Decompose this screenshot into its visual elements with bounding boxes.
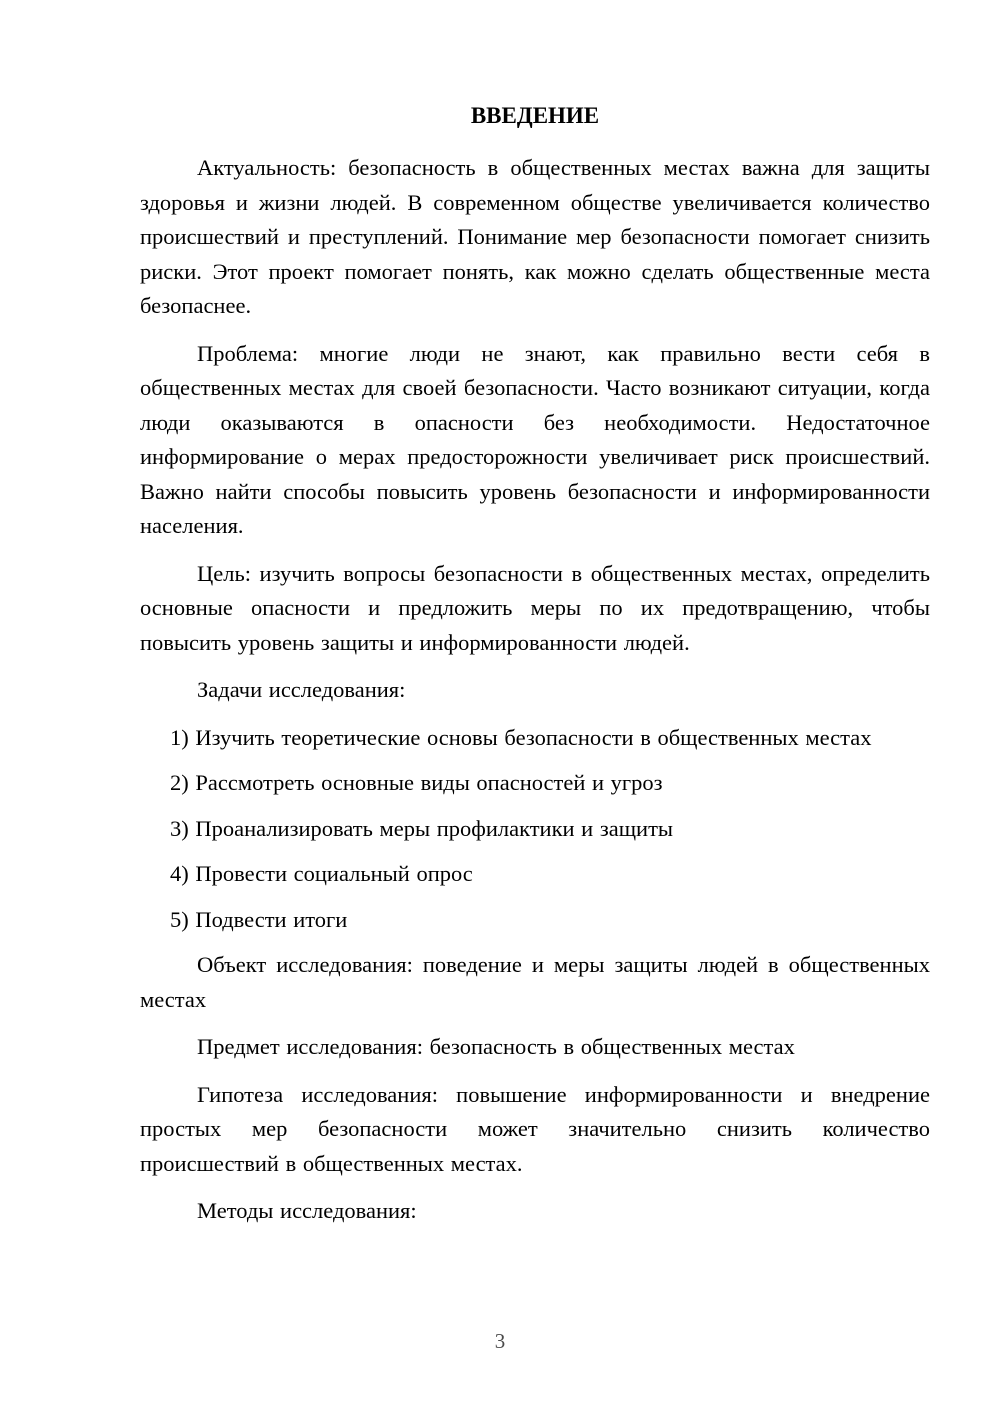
paragraph-goal: Цель: изучить вопросы безопасности в общественных местах, определить основные опасности и предложить меры по их предотвращению, чтобы повысить уровень защиты и информированности людей. xyxy=(140,560,930,655)
page-content xyxy=(140,99,930,1242)
task-item-1: 1) Изучить теоретические основы безопасности в общественных местах xyxy=(170,724,872,750)
paragraph-subject: Предмет исследования: безопасность в общественных местах xyxy=(197,1034,795,1059)
methods-heading: Методы исследования: xyxy=(197,1198,417,1223)
paragraph-object: Объект исследования: поведение и меры защиты людей в общественных местах xyxy=(140,952,930,1012)
paragraph-relevance: Актуальность: безопасность в общественных местах важна для защиты здоровья и жизни людей. В современном обществе увеличивается количество происшествий и преступлений. Понимание мер безопасности помогает снизить риски. Этот проект помогает понять, как можно сделать общественные места безопаснее. xyxy=(140,155,930,318)
paragraph-hypothesis: Гипотеза исследования: повышение информированности и внедрение простых мер безопасности может значительно снизить количество происшествий в общественных местах. xyxy=(140,1081,930,1176)
page-number: 3 xyxy=(494,1329,506,1353)
task-item-2: 2) Рассмотреть основные виды опасностей и угроз xyxy=(170,770,663,795)
task-item-4: 4) Провести социальный опрос xyxy=(170,861,473,886)
tasks-heading: Задачи исследования: xyxy=(197,677,406,702)
task-item-3: 3) Проанализировать меры профилактики и защиты xyxy=(170,815,674,841)
paragraph-problem: Проблема: многие люди не знают, как правильно вести себя в общественных местах для своей безопасности. Часто возникают ситуации, когда люди оказываются в опасности без необходимости. Недостаточное информирование о мерах предосторожности увеличивает риск происшествий. Важно найти способы повысить уровень безопасности и информированности населения. xyxy=(140,340,930,538)
task-item-5: 5) Подвести итоги xyxy=(170,906,348,932)
section-title: ВВЕДЕНИЕ xyxy=(470,103,600,128)
